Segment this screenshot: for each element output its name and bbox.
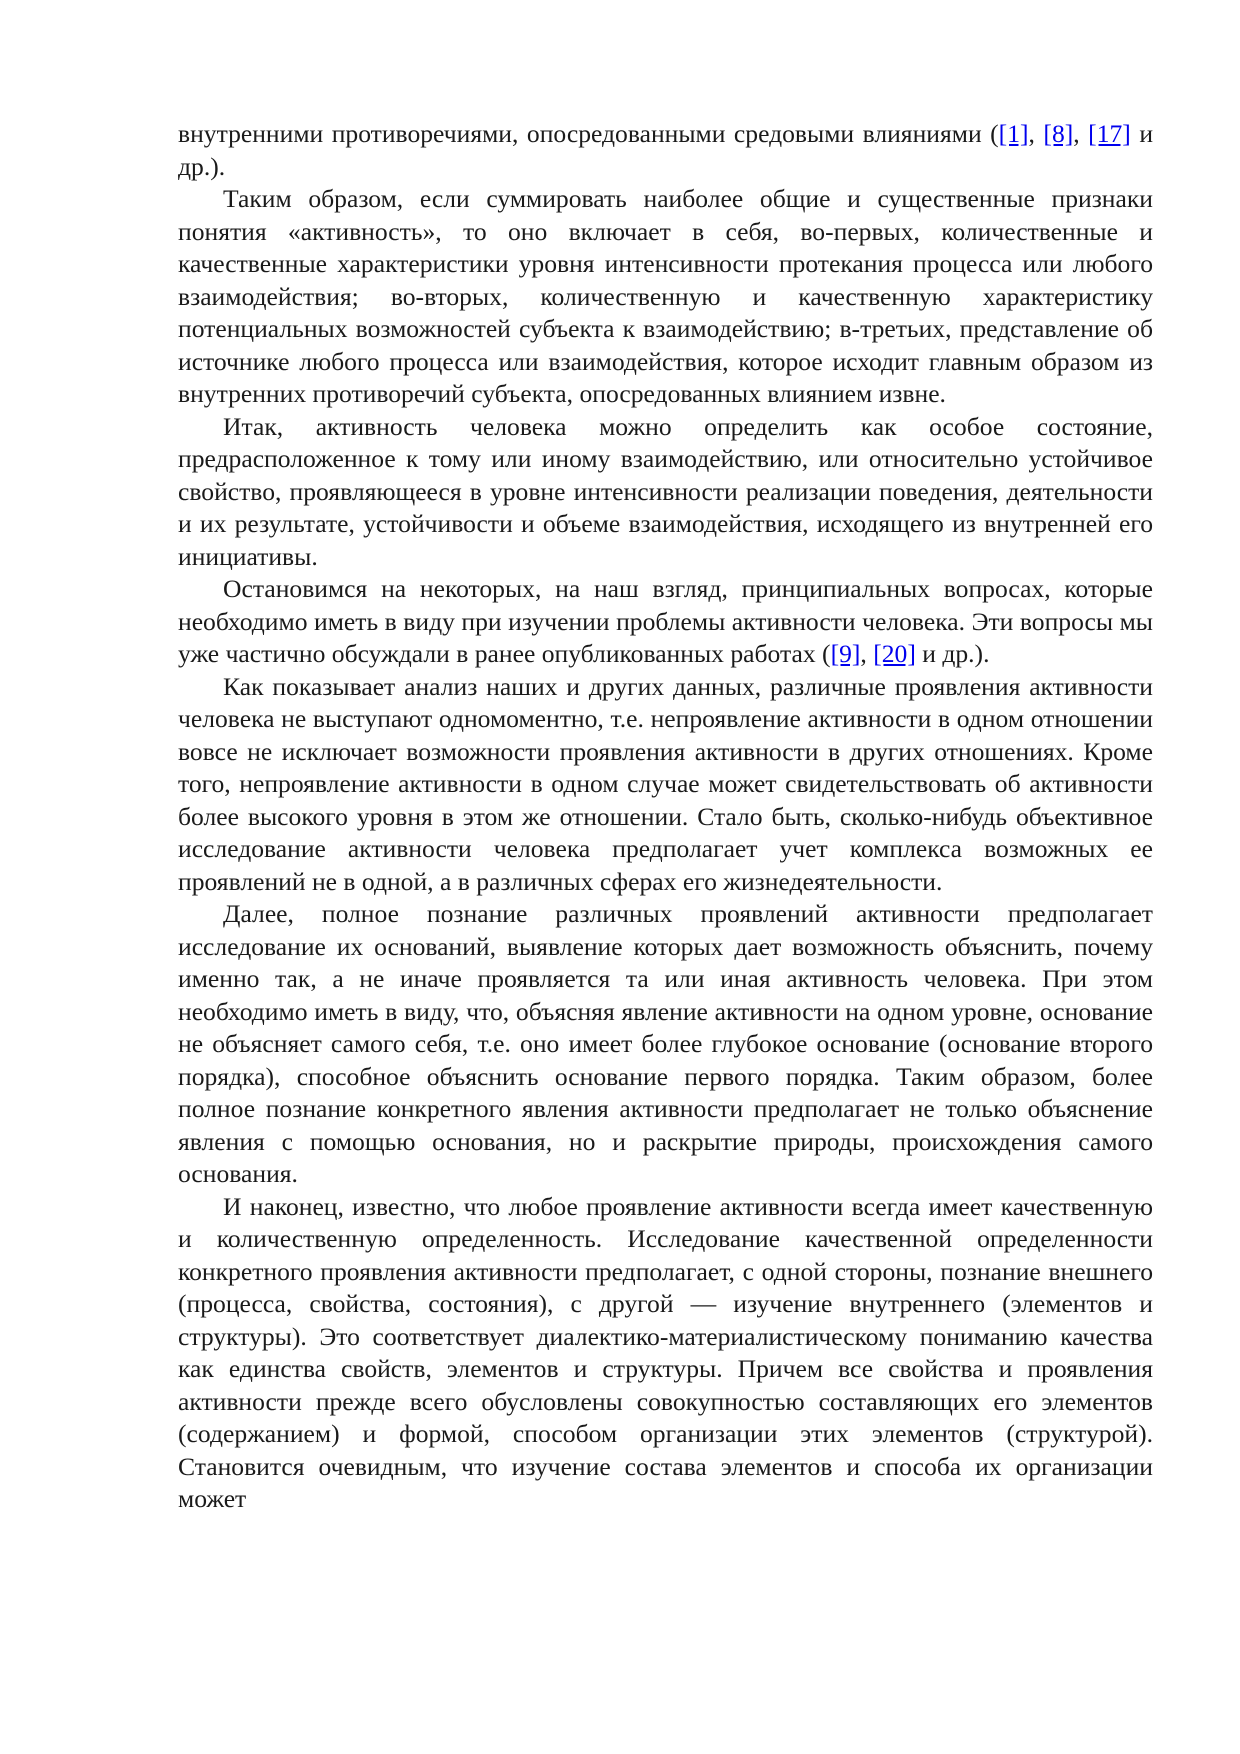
citation-separator: , <box>1073 119 1089 148</box>
paragraph-1 <box>178 118 1153 183</box>
paragraph-1-text-start: внутренними противоречиями, опосредованными средовыми влияниями ( <box>178 119 999 148</box>
citation-link-20[interactable]: [20] <box>873 639 916 668</box>
paragraph-6: Далее, полное познание различных проявлений активности предполагает исследование их оснований, выявление которых дает возможность объяснить, почему именно так, а не иначе проявляется та или иная активность человека. При этом необходимо иметь в виду, что, объясняя явление активности на одном уровне, основание не объясняет самого себя, т.е. оно имеет более глубокое основание (основание второго порядка), способное объяснить основание первого порядка. Таким образом, более полное познание конкретного явления активности предполагает не только объяснение явления с помощью основания, но и раскрытие природы, происхождения самого основания. <box>178 899 1153 1188</box>
citation-separator: , <box>1028 119 1044 148</box>
paragraph-4-text-start: Остановимся на некоторых, на наш взгляд, принципиальных вопросах, которые необходимо иметь в виду при изучении проблемы активности человека. Эти вопросы мы уже частично обсуждали в ранее опубликованных работах ( <box>178 574 1153 668</box>
paragraph-4-text-end: и др.). <box>915 639 990 668</box>
paragraph-4 <box>178 573 1153 671</box>
paragraph-1-text-end: и др.). <box>178 119 1154 181</box>
document-page <box>178 118 1153 1516</box>
paragraph-3: Итак, активность человека можно определить как особое состояние, предрасположенное к тому или иному взаимодействию, или относительно устойчивое свойство, проявляющееся в уровне интенсивности реализации поведения, деятельности и их результате, устойчивости и объеме взаимодействия, исходящего из внутренней его инициативы. <box>178 411 1153 571</box>
citation-link-17[interactable]: [17] <box>1088 119 1131 148</box>
citation-link-8[interactable]: [8] <box>1043 119 1074 148</box>
paragraph-2: Таким образом, если суммировать наиболее общие и существенные признаки понятия «активность», то оно включает в себя, во-первых, количественные и качественные характеристики уровня интенсивности протекания процесса или любого взаимодействия; во-вторых, количественную и качественную характеристику потенциальных возможностей субъекта к взаимодействию; в-третьих, представление об источнике любого процесса или взаимодействия, которое исходит главным образом из внутренних противоречий субъекта, опосредованных влиянием извне. <box>178 184 1153 408</box>
paragraph-5: Как показывает анализ наших и других данных, различные проявления активности человека не выступают одномоментно, т.е. непроявление активности в одном отношении вовсе не исключает возможности проявления активности в других отношениях. Кроме того, непроявление активности в одном случае может свидетельствовать об активности более высокого уровня в этом же отношении. Стало быть, сколько-нибудь объективное исследование активности человека предполагает учет комплекса возможных ее проявлений не в одной, а в различных сферах его жизнедеятельности. <box>178 671 1153 896</box>
citation-separator: , <box>860 639 874 668</box>
citation-link-9[interactable]: [9] <box>830 639 861 668</box>
paragraph-7: И наконец, известно, что любое проявление активности всегда имеет качественную и количественную определенность. Исследование качественной определенности конкретного проявления активности предполагает, с одной стороны, познание внешнего (процесса, свойства, состояния), с другой — изучение внутреннего (элементов и структуры). Это соответствует диалектико-материалистическому пониманию качества как единства свойств, элементов и структуры. Причем все свойства и проявления активности прежде всего обусловлены совокупностью составляющих его элементов (содержанием) и формой, способом организации этих элементов (структурой). Становится очевидным, что изучение состава элементов и способа их организации может <box>178 1191 1153 1513</box>
citation-link-1[interactable]: [1] <box>998 119 1029 148</box>
